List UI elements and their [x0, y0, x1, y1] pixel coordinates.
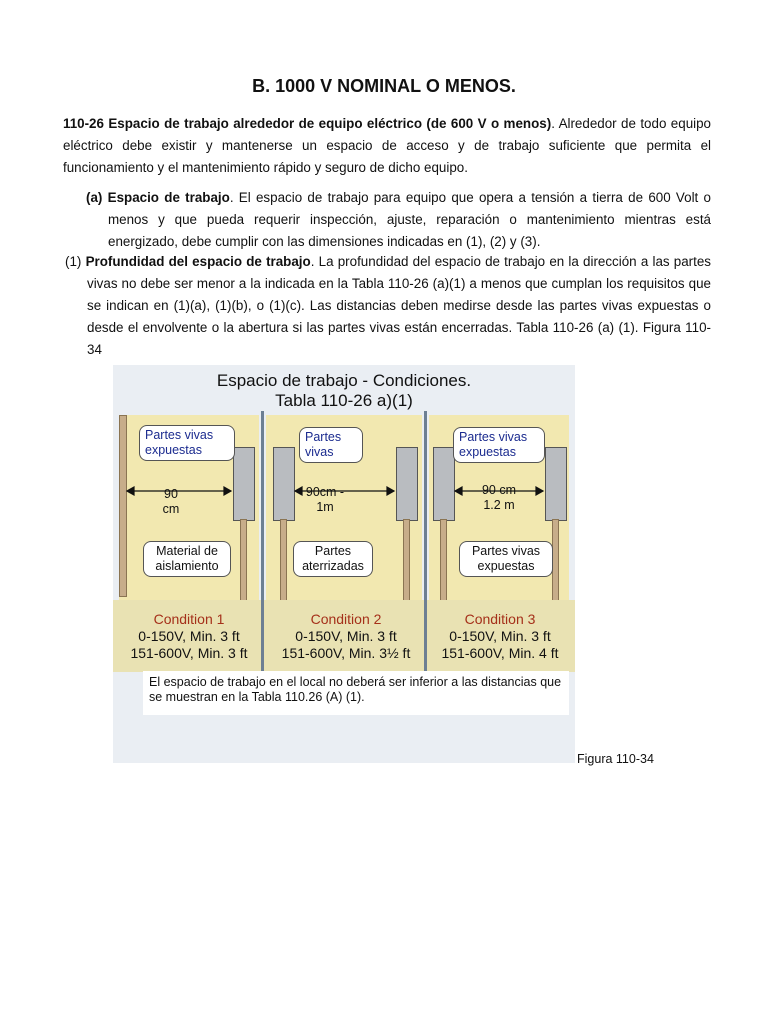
- section-110-26: [63, 113, 711, 179]
- panel-3-distance-line2: 1.2 m: [483, 498, 515, 512]
- panel-3-bottom-label: Partes vivas expuestas: [459, 541, 553, 577]
- item-1-number: (1): [65, 254, 86, 269]
- figure-title-line1: Espacio de trabajo - Condiciones.: [216, 371, 472, 390]
- panel-2-distance-line2: 1m: [316, 500, 334, 514]
- item-1-text: . La profundidad del espacio de trabajo en la dirección a las partes vivas no debe ser menor a la indicada en la Tabla 110-26 (a)(1) a menos que cumplan los requisitos que se indican en (1)(a), (1)(b), o (1)(c). Las distancias deben medirse desde las partes vivas expuestas o desde el envolvente o la abertura si las partes vivas están encerradas. Tabla 110-26 (a) (1). Figura 110-34: [87, 254, 712, 357]
- panel-2-distance-line1: 90cm -: [305, 485, 345, 499]
- page-title: B. 1000 V NOMINAL O MENOS.: [252, 76, 516, 96]
- panel-1-distance: [153, 487, 189, 517]
- panel-1-bottom-label: Material de aislamiento: [143, 541, 231, 577]
- panel-2-top-label: Partes vivas: [299, 427, 363, 463]
- item-1-label: Profundidad del espacio de trabajo: [85, 254, 311, 269]
- condition-1-block: [113, 611, 265, 662]
- item-a-paragraph: [84, 187, 711, 253]
- condition-1-req1: 0-150V, Min. 3 ft: [138, 628, 240, 644]
- panel-2-bottom-label: Partes aterrizadas: [293, 541, 373, 577]
- condition-3-req1: 0-150V, Min. 3 ft: [449, 628, 551, 644]
- panel-3-distance-line1: 90 cm: [481, 483, 517, 497]
- condition-2-req2: 151-600V, Min. 3½ ft: [281, 645, 411, 661]
- panel-3-top-label: Partes vivas expuestas: [453, 427, 545, 463]
- figure-note: El espacio de trabajo en el local no deberá ser inferior a las distancias que se muestran en la Tabla 110.26 (A) (1).: [143, 671, 569, 715]
- item-a-text: . El espacio de trabajo para equipo que opera a tensión a tierra de 600 Volt o menos y que pueda requerir inspección, ajuste, reparación o mantenimiento mientras está energizado, debe cumplir con las dimensiones indicadas en (1), (2) y (3).: [108, 190, 711, 249]
- figure-caption: Figura 110-34: [577, 752, 654, 766]
- figure-title-line2: Tabla 110-26 a)(1): [275, 391, 413, 410]
- panel-2-distance: [295, 485, 355, 515]
- item-a-label: (a) Espacio de trabajo: [86, 190, 230, 205]
- condition-3-title: Condition 3: [464, 611, 536, 627]
- panel-1-distance-line1: 90: [164, 487, 178, 501]
- condition-1-title: Condition 1: [153, 611, 225, 627]
- figure-110-34: [113, 365, 575, 763]
- panel-1-top-label: Partes vivas expuestas: [139, 425, 235, 461]
- condition-1-req2: 151-600V, Min. 3 ft: [130, 645, 248, 661]
- condition-2-block: [265, 611, 427, 662]
- section-text: . Alrededor de todo equipo eléctrico debe existir y mantenerse un espacio de acceso y de trabajo suficiente que permita el funcionamiento y el mantenimiento rápido y seguro de dicho equipo.: [63, 116, 712, 175]
- condition-3-req2: 151-600V, Min. 4 ft: [441, 645, 559, 661]
- item-1-paragraph: [63, 251, 711, 361]
- section-heading: 110-26 Espacio de trabajo alrededor de equipo eléctrico (de 600 V o menos): [63, 116, 552, 131]
- panel-3-distance: [475, 483, 523, 513]
- condition-3-block: [425, 611, 575, 662]
- condition-2-title: Condition 2: [310, 611, 382, 627]
- panel-1-distance-line2: cm: [162, 502, 180, 516]
- condition-2-req1: 0-150V, Min. 3 ft: [295, 628, 397, 644]
